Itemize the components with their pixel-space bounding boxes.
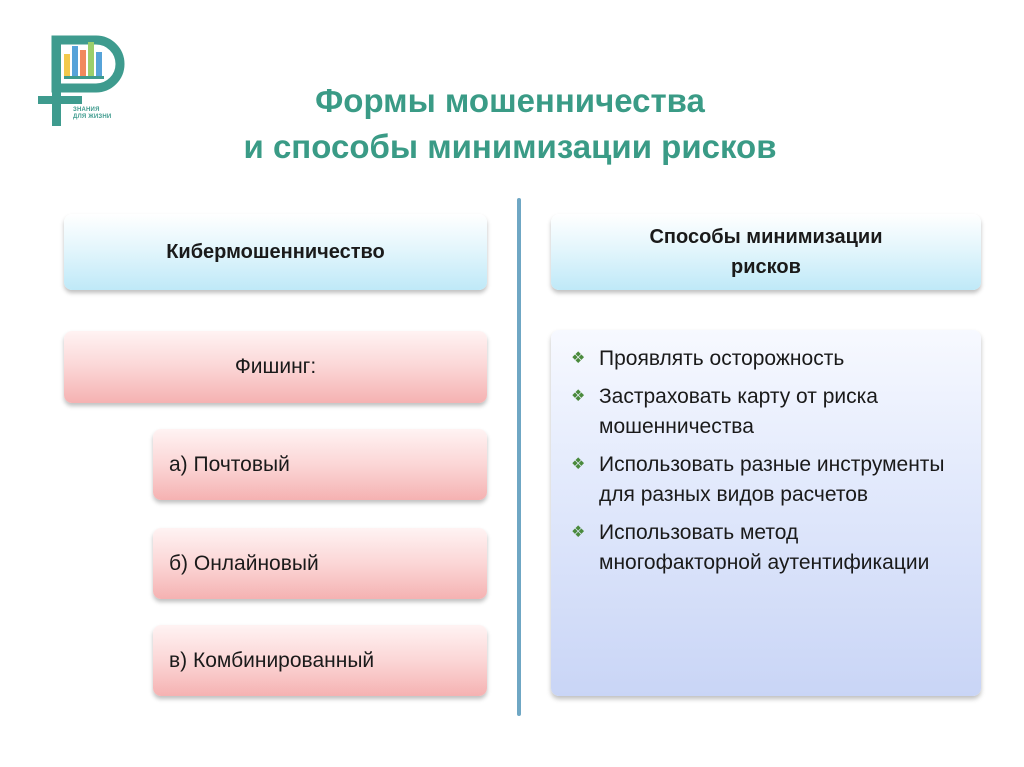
vertical-divider [517, 198, 521, 716]
list-item-text: Использовать разные инструменты для разных видов расчетов [599, 453, 945, 506]
phishing-type-box [153, 429, 487, 500]
list-item-text: Использовать метод многофакторной аутентификации [599, 521, 930, 574]
list-item [571, 344, 965, 374]
diamond-bullet-icon: ❖ [571, 388, 586, 405]
diamond-bullet-icon: ❖ [571, 350, 586, 367]
slide-title [150, 78, 870, 170]
right-header-box [551, 214, 981, 290]
phishing-type-box [153, 528, 487, 599]
phishing-type-label: а) Почтовый [169, 452, 290, 476]
logo-caption [73, 107, 113, 121]
right-header-line2: рисков [731, 256, 801, 278]
phishing-type-label: б) Онлайновый [169, 551, 319, 575]
logo-caption-line2: ДЛЯ ЖИЗНИ [73, 114, 112, 120]
diamond-bullet-icon: ❖ [571, 524, 586, 541]
list-item-text: Проявлять осторожность [599, 347, 845, 370]
phishing-type-box [153, 625, 487, 696]
slide-title-line1: Формы мошенничества [315, 82, 705, 119]
left-header-text: Кибермошенничество [166, 241, 385, 263]
right-header-text [649, 222, 882, 282]
logo-caption-line1: ЗНАНИЯ [73, 107, 100, 113]
list-item [571, 450, 965, 510]
risk-minimization-list [551, 330, 981, 696]
left-header-box [64, 214, 487, 290]
list-item [571, 382, 965, 442]
phishing-type-label: в) Комбинированный [169, 648, 375, 672]
phishing-box [64, 331, 487, 403]
phishing-label: Фишинг: [234, 355, 317, 378]
right-header-line1: Способы минимизации [649, 226, 883, 248]
slide-title-line2: и способы минимизации рисков [243, 128, 777, 165]
list-item-text: Застраховать карту от риска мошенничества [599, 385, 878, 438]
diamond-bullet-icon: ❖ [571, 456, 586, 473]
list-item [571, 518, 965, 578]
